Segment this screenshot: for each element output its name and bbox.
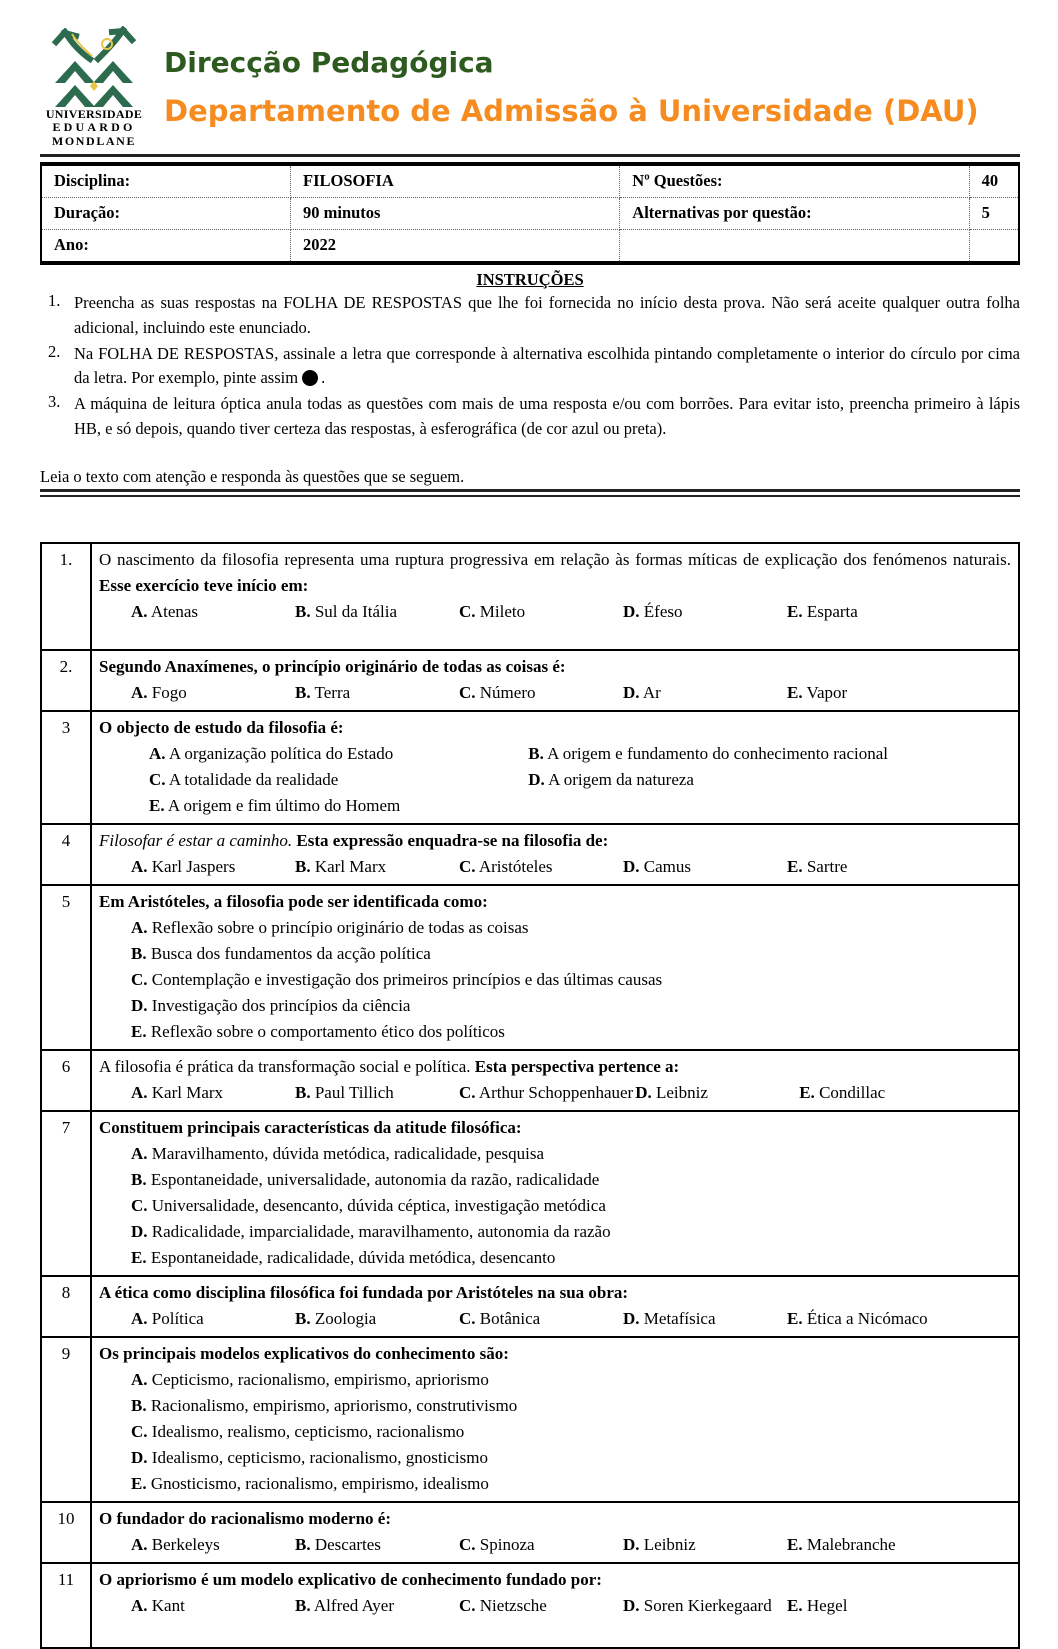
uem-logo bbox=[40, 24, 148, 148]
option: C. Universalidade, desencanto, dúvida céptica, investigação metódica bbox=[131, 1195, 606, 1215]
instruction-text: A máquina de leitura óptica anula todas as questões com mais de uma resposta e/ou com borrões. Para evitar isto, preencha primeiro à lápis HB, e só depois, quando tiver certeza das respostas, à esferográfica (de cor azul ou preta). bbox=[74, 394, 1020, 438]
instruction-text bbox=[74, 342, 1020, 392]
question-number: 6 bbox=[41, 1050, 91, 1111]
question-row bbox=[41, 543, 1019, 650]
option: D. Investigação dos princípios da ciência bbox=[131, 995, 411, 1015]
lead-sentence: Leia o texto com atenção e responda às questões que se seguem. bbox=[40, 466, 465, 486]
option: C. Mileto bbox=[459, 601, 526, 621]
option: B. Racionalismo, empirismo, apriorismo, construtivismo bbox=[131, 1395, 518, 1415]
info-value: 2022 bbox=[290, 230, 619, 264]
instruction-text-part: Na FOLHA DE RESPOSTAS, assinale a letra que corresponde à alternativa escolhida pintando completamente o interior do círculo por cima da letra. Por exemplo, pinte assim bbox=[74, 343, 1020, 388]
option: B. Terra bbox=[295, 682, 351, 702]
question-row bbox=[41, 824, 1019, 885]
question-row bbox=[41, 1502, 1019, 1563]
info-label: Nº Questões: bbox=[620, 164, 969, 198]
double-rule-divider bbox=[40, 489, 1020, 497]
stem-bold: Constituem principais características da atitude filosófica: bbox=[99, 1117, 522, 1137]
option: E. Vapor bbox=[787, 682, 848, 702]
question-number: 10 bbox=[41, 1502, 91, 1563]
option: E. Sartre bbox=[787, 856, 848, 876]
stem-bold: Em Aristóteles, a filosofia pode ser identificada como: bbox=[99, 891, 488, 911]
option: C. A totalidade da realidade bbox=[149, 769, 339, 789]
question-number: 8 bbox=[41, 1276, 91, 1337]
option: E. Ética a Nicómaco bbox=[787, 1308, 928, 1328]
instructions-list bbox=[40, 291, 1020, 442]
question-row bbox=[41, 650, 1019, 711]
question-row bbox=[41, 885, 1019, 1050]
stem-bold: A ética como disciplina filosófica foi fundada por Aristóteles na sua obra: bbox=[99, 1282, 629, 1302]
stem-italic: Filosofar é estar a caminho. bbox=[99, 830, 297, 850]
info-row bbox=[41, 198, 1019, 230]
option: D. Ar bbox=[623, 682, 661, 702]
question-options bbox=[99, 1367, 1011, 1497]
option: A. A organização política do Estado bbox=[149, 743, 394, 763]
info-value bbox=[969, 230, 1019, 264]
option: E. Hegel bbox=[787, 1595, 848, 1615]
question-options bbox=[99, 599, 1011, 625]
question-number: 2. bbox=[41, 650, 91, 711]
option: B. Descartes bbox=[295, 1534, 381, 1554]
info-value: 5 bbox=[969, 198, 1019, 230]
info-value: 40 bbox=[969, 164, 1019, 198]
option: B. Sul da Itália bbox=[295, 601, 397, 621]
option: D. Leibniz bbox=[623, 1534, 696, 1554]
stem-bold: Esse exercício teve início em: bbox=[99, 575, 309, 595]
question-options bbox=[99, 680, 1011, 706]
option: B. Zoologia bbox=[295, 1308, 377, 1328]
option: C. Spinoza bbox=[459, 1534, 535, 1554]
question-stem bbox=[99, 1567, 1011, 1593]
instructions-title: INSTRUÇÕES bbox=[476, 270, 584, 289]
option: A. Berkeleys bbox=[131, 1534, 220, 1554]
option: C. Contemplação e investigação dos primeiros princípios e das últimas causas bbox=[131, 969, 663, 989]
info-label: Disciplina: bbox=[41, 164, 290, 198]
option: D. A origem da natureza bbox=[528, 769, 694, 789]
option: E. Espontaneidade, radicalidade, dúvida metódica, desencanto bbox=[131, 1247, 556, 1267]
option: B. Busca dos fundamentos da acção política bbox=[131, 943, 431, 963]
option: E. Malebranche bbox=[787, 1534, 896, 1554]
question-row bbox=[41, 1337, 1019, 1502]
info-label: Ano: bbox=[41, 230, 290, 264]
exam-info-table bbox=[40, 162, 1020, 265]
question-number: 4 bbox=[41, 824, 91, 885]
question-options bbox=[99, 741, 1011, 819]
filled-circle-example-icon bbox=[302, 370, 318, 386]
questions-table bbox=[40, 542, 1020, 1649]
question-row bbox=[41, 1276, 1019, 1337]
option: D. Camus bbox=[623, 856, 692, 876]
question-number: 11 bbox=[41, 1563, 91, 1648]
question-number: 5 bbox=[41, 885, 91, 1050]
option: D. Éfeso bbox=[623, 601, 683, 621]
option: C. Idealismo, realismo, cepticismo, racionalismo bbox=[131, 1421, 465, 1441]
option: E. Condillac bbox=[799, 1082, 886, 1102]
option: A. Kant bbox=[131, 1595, 185, 1615]
option: A. Karl Marx bbox=[131, 1082, 224, 1102]
info-label bbox=[620, 230, 969, 264]
option: E. Gnosticismo, racionalismo, empirismo, idealismo bbox=[131, 1473, 489, 1493]
stem-text: A filosofia é prática da transformação social e política. bbox=[99, 1056, 475, 1076]
option: A. Atenas bbox=[131, 601, 199, 621]
option: D. Soren Kierkegaard bbox=[623, 1595, 772, 1615]
option: A. Fogo bbox=[131, 682, 187, 702]
question-stem bbox=[99, 1506, 1011, 1532]
question-row bbox=[41, 711, 1019, 824]
option: A. Cepticismo, racionalismo, empirismo, apriorismo bbox=[131, 1369, 489, 1389]
option: C. Nietzsche bbox=[459, 1595, 547, 1615]
info-label: Duração: bbox=[41, 198, 290, 230]
header-divider bbox=[40, 154, 1020, 157]
info-row bbox=[41, 230, 1019, 264]
option: D. Radicalidade, imparcialidade, maravilhamento, autonomia da razão bbox=[131, 1221, 611, 1241]
option: A. Karl Jaspers bbox=[131, 856, 236, 876]
question-options bbox=[99, 1532, 1011, 1558]
question-stem bbox=[99, 654, 1011, 680]
option: A. Política bbox=[131, 1308, 204, 1328]
option: D. Leibniz bbox=[635, 1082, 708, 1102]
question-stem bbox=[99, 1280, 1011, 1306]
instruction-number: 3. bbox=[48, 392, 61, 411]
option: E. A origem e fim último do Homem bbox=[149, 795, 401, 815]
stem-bold: O apriorismo é um modelo explicativo de conhecimento fundado por: bbox=[99, 1569, 602, 1589]
stem-bold: Esta perspectiva pertence a: bbox=[474, 1056, 680, 1076]
question-stem bbox=[99, 715, 1011, 741]
option: D. Idealismo, cepticismo, racionalismo, gnosticismo bbox=[131, 1447, 488, 1467]
option: E. Esparta bbox=[787, 601, 858, 621]
question-row bbox=[41, 1563, 1019, 1648]
question-row bbox=[41, 1050, 1019, 1111]
logo-line: MONDLANE bbox=[51, 133, 137, 148]
stem-bold: Os principais modelos explicativos do conhecimento são: bbox=[99, 1343, 509, 1363]
info-value: FILOSOFIA bbox=[290, 164, 619, 198]
header bbox=[40, 24, 1020, 150]
option: B. Alfred Ayer bbox=[295, 1595, 395, 1615]
instruction-text: Preencha as suas respostas na FOLHA DE RESPOSTAS que lhe foi fornecida no início desta prova. Não será aceite qualquer outra folha adicional, incluindo este enunciado. bbox=[74, 293, 1020, 337]
direccao-pedagogica-title: Direcção Pedagógica bbox=[164, 46, 494, 79]
question-row bbox=[41, 1111, 1019, 1276]
question-stem bbox=[99, 889, 1011, 915]
question-options bbox=[99, 1306, 1011, 1332]
stem-bold: O objecto de estudo da filosofia é: bbox=[99, 717, 344, 737]
logo-line: EDUARDO bbox=[52, 120, 136, 135]
info-value: 90 minutos bbox=[290, 198, 619, 230]
instruction-item bbox=[40, 342, 1020, 392]
option: A. Maravilhamento, dúvida metódica, radicalidade, pesquisa bbox=[131, 1143, 545, 1163]
question-stem bbox=[99, 1115, 1011, 1141]
question-options bbox=[99, 1080, 1011, 1106]
university-name bbox=[40, 108, 148, 148]
stem-bold: Segundo Anaxímenes, o princípio originário de todas as coisas é: bbox=[99, 656, 566, 676]
question-options bbox=[99, 1593, 1011, 1619]
instruction-number: 1. bbox=[48, 291, 61, 310]
question-number: 7 bbox=[41, 1111, 91, 1276]
stem-bold: Esta expressão enquadra-se na filosofia de: bbox=[296, 830, 609, 850]
option: B. Espontaneidade, universalidade, autonomia da razão, radicalidade bbox=[131, 1169, 600, 1189]
question-stem bbox=[99, 1054, 1011, 1080]
question-options bbox=[99, 1141, 1011, 1271]
option: C. Arthur Schoppenhauer bbox=[459, 1082, 634, 1102]
question-number: 3 bbox=[41, 711, 91, 824]
question-stem bbox=[99, 547, 1011, 599]
uem-emblem-icon bbox=[48, 26, 140, 108]
header-titles bbox=[164, 24, 979, 128]
info-row bbox=[41, 164, 1019, 198]
option: D. Metafísica bbox=[623, 1308, 716, 1328]
question-stem bbox=[99, 1341, 1011, 1367]
option: E. Reflexão sobre o comportamento ético dos políticos bbox=[131, 1021, 505, 1041]
question-number: 1. bbox=[41, 543, 91, 650]
option: B. Paul Tillich bbox=[295, 1082, 394, 1102]
dau-title: Departamento de Admissão à Universidade (DAU) bbox=[164, 94, 979, 128]
question-number: 9 bbox=[41, 1337, 91, 1502]
logo-line: UNIVERSIDADE bbox=[45, 107, 143, 121]
instruction-item bbox=[40, 392, 1020, 442]
option: C. Aristóteles bbox=[459, 856, 553, 876]
option: B. Karl Marx bbox=[295, 856, 387, 876]
stem-bold: O fundador do racionalismo moderno é: bbox=[99, 1508, 392, 1528]
instruction-item bbox=[40, 291, 1020, 341]
info-label: Alternativas por questão: bbox=[620, 198, 969, 230]
instruction-text-part: . bbox=[321, 368, 326, 388]
stem-text: O nascimento da filosofia representa uma ruptura progressiva em relação às formas míticas de explicação dos fenómenos naturais. bbox=[99, 549, 1011, 569]
question-options bbox=[99, 915, 1011, 1045]
option: C. Botânica bbox=[459, 1308, 541, 1328]
question-options bbox=[99, 854, 1011, 880]
instruction-number: 2. bbox=[48, 341, 61, 361]
option: C. Número bbox=[459, 682, 536, 702]
option: A. Reflexão sobre o princípio originário de todas as coisas bbox=[131, 917, 529, 937]
option: B. A origem e fundamento do conhecimento racional bbox=[528, 743, 889, 763]
question-stem bbox=[99, 828, 1011, 854]
